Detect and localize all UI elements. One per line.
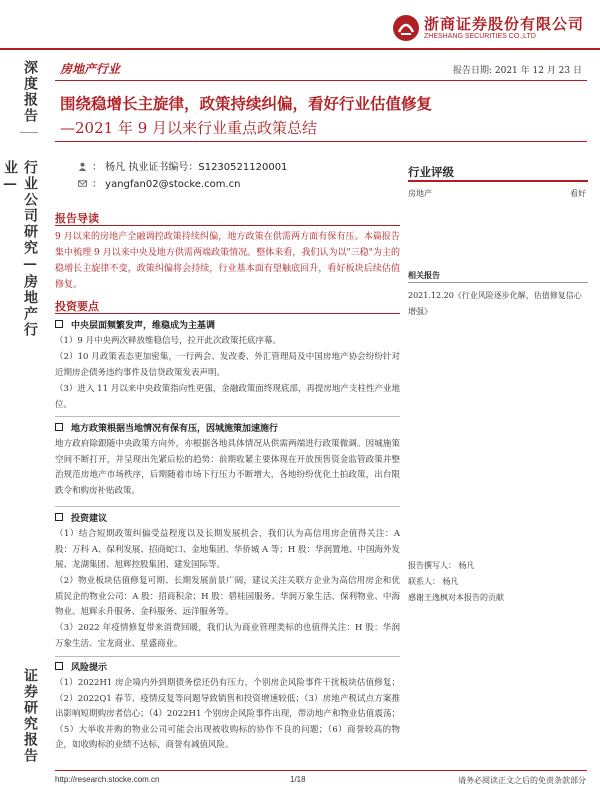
- block1-heading: [55, 318, 215, 331]
- contact-person: 联系人： 杨凡: [408, 577, 459, 586]
- company-logo: [392, 12, 592, 46]
- block-separator: [55, 416, 400, 417]
- rating-industry: 房地产: [408, 189, 432, 198]
- person-icon: [78, 162, 87, 171]
- company-name-cn: 浙商证券股份有限公司: [424, 15, 585, 33]
- report-type-vertical: 深度报告: [22, 60, 38, 124]
- intro-title: 报告导读: [55, 212, 99, 225]
- block3-heading: [55, 511, 107, 524]
- industry-label: 房地产行业: [60, 62, 121, 76]
- block4-heading: [55, 660, 107, 673]
- related-report-link[interactable]: 2021.12.20《行业风险逐步化解，估值修复信心增强》: [408, 291, 582, 316]
- checkbox-square-icon: [55, 513, 63, 521]
- block3-heading-text: 投资建议: [71, 514, 108, 524]
- checkbox-square-icon: [55, 423, 63, 431]
- analyst-email-row: [78, 175, 241, 190]
- page-number: 1/18: [290, 775, 306, 784]
- intro-text: 9 月以来的房地产全融调控政策持续纠偏，地方政策在供需两方面有保有压。本篇报告集中梳理 9 月以来中央及地方供需两端政策情况。整体来看，我们认为以"三稳"为主的稳增长主旋律不变，政策纠偏将会持续，行业基本面有望触底回升，看好板块后续估值修复。: [55, 232, 400, 290]
- category-vertical: 行业公司研究—房地产行业—: [2, 160, 38, 338]
- report-title: 围绕稳增长主旋律，政策持续纠偏，看好行业估值修复: [60, 94, 433, 113]
- analyst-email[interactable]: ： yangfan02@stocke.com.cn: [92, 179, 241, 190]
- block3-item: （1）结合短期政策纠偏受益程度以及长期发展机会，我们认为高信用房企值得关注：A 股：万科 A、保利发展、招商蛇口、金地集团、华侨城 A 等；H 股：华润置地、中国海外发展、龙湖集团、旭辉控股集团、建发国际等。: [55, 529, 401, 570]
- acknowledgement: 感谢王逸枫对本报告的贡献: [408, 593, 504, 602]
- checkbox-square-icon: [55, 662, 63, 670]
- analyst-name-cert: ： 杨凡 执业证书编号：S1230521120001: [92, 162, 288, 173]
- block1-item: （1）9 月中央两次释放维稳信号，拉开此次政策托底序幕。: [55, 336, 282, 346]
- footer-url[interactable]: http://research.stocke.com.cn: [55, 775, 160, 784]
- checkbox-square-icon: [55, 320, 63, 328]
- block1-heading-text: 中央层面频繁发声，维稳成为主基调: [71, 321, 216, 331]
- footer-rule: [55, 770, 587, 771]
- rating-title: 行业评级: [408, 165, 454, 179]
- related-rule: [408, 282, 588, 283]
- disclaimer-note: 请务必阅读正文之后的免责条款部分: [458, 776, 586, 785]
- analyst-info: [78, 158, 287, 173]
- block-separator: [55, 656, 400, 657]
- block4-heading-text: 风险提示: [71, 663, 108, 673]
- header-rule: [0, 48, 600, 50]
- points-title: 投资要点: [55, 300, 99, 313]
- block-separator: [55, 506, 400, 507]
- points-rule: [55, 313, 400, 314]
- report-subtitle: —2021 年 9 月以来行业重点政策总结: [60, 119, 318, 137]
- report-date: 报告日期: 2021 年 12 月 23 日: [452, 66, 582, 76]
- block3-item: （3）2022 年疫情修复带来消费回暖，我们认为商业管理类标的也值得关注：H 股：华润万象生活、宝龙商业、星盛商业。: [55, 623, 400, 649]
- title-rule: [55, 141, 587, 142]
- left-divider: [20, 132, 38, 133]
- block2-heading: [55, 421, 278, 434]
- securities-report-vertical: 证券研究报告: [22, 668, 38, 764]
- block1-item: （2）10 月政策表态更加密集，一行两会、发改委、外汇管理局及中国房地产协会纷纷针对近期房企债务违约事件及信贷政策发表声明。: [55, 352, 400, 378]
- related-reports-title: 相关报告: [408, 270, 440, 280]
- report-writer: 报告撰写人： 杨凡: [408, 561, 475, 570]
- company-name-en: ZHESHANG SECURITIES CO.,LTD: [424, 33, 536, 40]
- block3-item: （2）物业板块估值修复可期、长期发展前景广阔，建议关注关联方企业为高信用房企和优质民企的物业公司：A 股：招商积余；H 股：碧桂园服务、华润万象生活、保利物业、中海物业、旭辉永升服务、金科服务、远洋服务等。: [55, 576, 400, 617]
- block2-heading-text: 地方政策根据当地情况有保有压，因城施策加速施行: [71, 424, 279, 434]
- block1-item: （3）进入 11 月以来中央政策指向性更强，金融政策面终现底部，再提房地产支柱性产业地位。: [55, 384, 400, 410]
- rating-value: 看好: [570, 189, 586, 198]
- block4-text: （1）2022H1 房企境内外到期债务偿还仍有压力，个别房企风险事件干扰板块估值修复；（2）2022Q1 春节、疫情反复等问题导致销售和投资增速较低；（3）房地产税试点方案推出影响短期购房者信心；（4）2022H1 个别房企风险事件出现，带动地产和物业估值震荡；（5）大举收并购的物业公司可能会出现被收购标的协作不良的问题；（6）商誉较高的物企，如收购标的业绩不达标，商誉有减值风险。: [55, 678, 400, 750]
- rating-rule: [408, 180, 588, 182]
- email-icon: [78, 179, 87, 188]
- logo-mark-icon: [392, 14, 420, 42]
- block2-text: 地方政府除跟随中央政策方向外，亦根据各地具体情况从供需两端进行政策微调。因城施策空间不断打开，并呈现出先紧后松的趋势：前期收紧主要体现在开放预售资金监管政策并整治规范房地产市场秩序，后期随着市场下行压力不断增大，各地纷纷优化土拍政策，出台限跌令和购房补贴政策。: [55, 439, 400, 496]
- subheader-rule: [55, 80, 587, 81]
- intro-rule: [55, 225, 400, 226]
